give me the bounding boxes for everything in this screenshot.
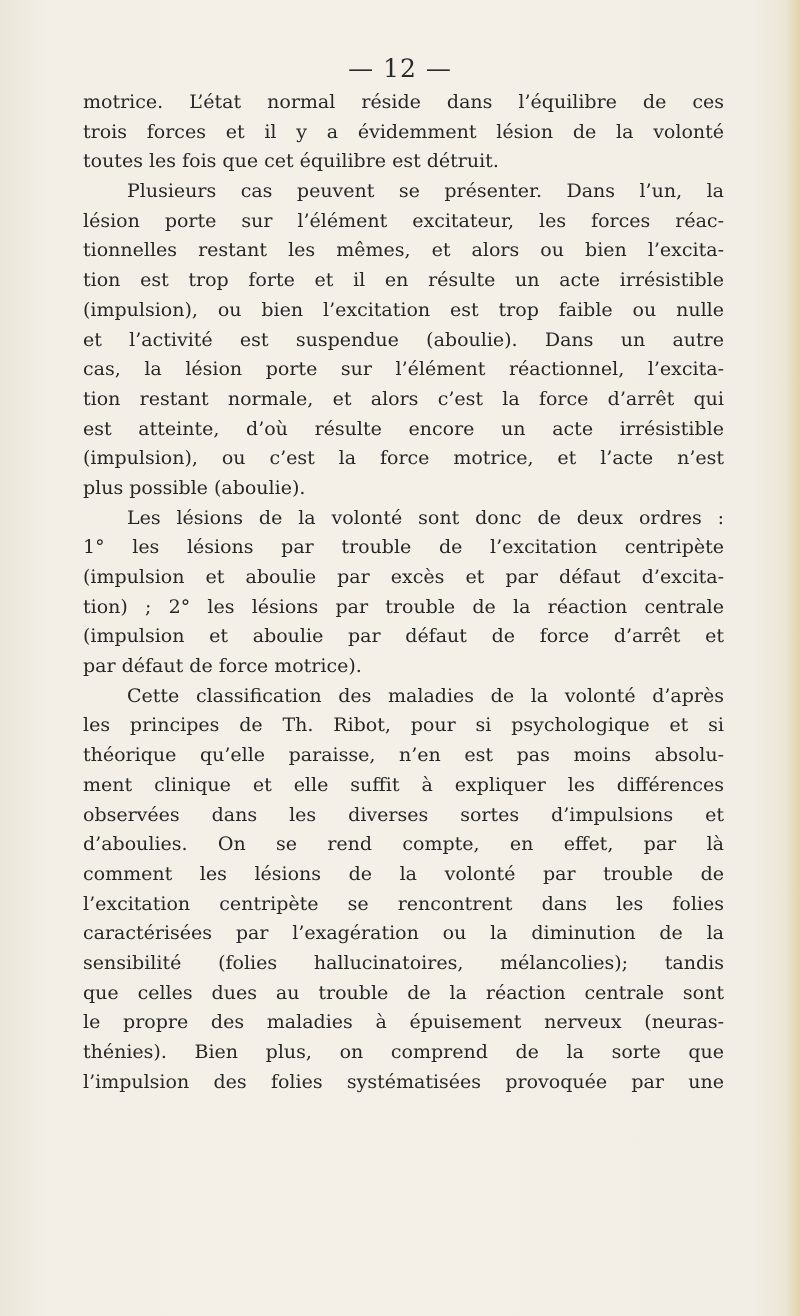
- text-line: Cette classification des maladies de la volonté d’après: [127, 684, 724, 707]
- text-line: (impulsion), ou c’est la force motrice, et l’acte n’est: [83, 447, 724, 470]
- text-line: motrice. L’état normal réside dans l’équilibre de ces: [83, 91, 724, 113]
- text-line: sensibilité (folies hallucinatoires, mélancolies); tandis: [83, 951, 724, 974]
- text-line: (impulsion et aboulie par excès et par défaut d’excita-: [83, 566, 724, 588]
- text-line: plus possible (aboulie).: [83, 476, 306, 499]
- page-number: — 12 —: [348, 54, 452, 83]
- text-line: Plusieurs cas peuvent se présenter. Dans l’un, la: [127, 180, 724, 203]
- text-line: l’impulsion des folies systématisées provoquée par une: [83, 1070, 724, 1093]
- text-line: (impulsion), ou bien l’excitation est trop faible ou nulle: [83, 298, 724, 321]
- text-line: cas, la lésion porte sur l’élément réactionnel, l’excita-: [83, 358, 724, 381]
- text-line: Les lésions de la volonté sont donc de deux ordres :: [127, 506, 724, 529]
- text-line: l’excitation centripète se rencontrent dans les folies: [83, 892, 724, 915]
- text-line: est atteinte, d’où résulte encore un acte irrésistible: [83, 417, 724, 440]
- text-line: théorique qu’elle paraisse, n’en est pas moins absolu-: [83, 744, 724, 767]
- text-line: observées dans les diverses sortes d’impulsions et: [83, 803, 724, 826]
- text-line: ment clinique et elle suffit à expliquer les différences: [83, 773, 724, 796]
- text-line: tion restant normale, et alors c’est la force d’arrêt qui: [83, 387, 724, 410]
- text-line: trois forces et il y a évidemment lésion de la volonté: [83, 120, 724, 143]
- text-line: 1° les lésions par trouble de l’excitation centripète: [83, 536, 724, 559]
- text-line: par défaut de force motrice).: [83, 655, 362, 678]
- text-line: tionnelles restant les mêmes, et alors ou bien l’excita-: [83, 239, 724, 262]
- text-line: thénies). Bien plus, on comprend de la sorte que: [83, 1041, 724, 1063]
- text-line: les principes de Th. Ribot, pour si psychologique et si: [83, 714, 724, 737]
- text-line: tion est trop forte et il en résulte un acte irrésistible: [83, 269, 724, 292]
- text-line: caractérisées par l’exagération ou la diminution de la: [83, 922, 724, 945]
- text-line: (impulsion et aboulie par défaut de force d’arrêt et: [83, 625, 724, 648]
- text-line: toutes les fois que cet équilibre est détruit.: [83, 150, 499, 173]
- body-text: [83, 88, 724, 1097]
- text-line: et l’activité est suspendue (aboulie). Dans un autre: [83, 328, 724, 351]
- text-line: comment les lésions de la volonté par trouble de: [83, 862, 724, 885]
- text-line: tion) ; 2° les lésions par trouble de la réaction centrale: [83, 595, 724, 618]
- text-line: que celles dues au trouble de la réaction centrale sont: [83, 981, 724, 1004]
- text-line: le propre des maladies à épuisement nerveux (neuras-: [83, 1011, 724, 1034]
- text-line: lésion porte sur l’élément excitateur, les forces réac-: [83, 209, 724, 232]
- page-edge-shadow: [786, 0, 800, 1316]
- text-line: d’aboulies. On se rend compte, en effet, par là: [83, 833, 724, 856]
